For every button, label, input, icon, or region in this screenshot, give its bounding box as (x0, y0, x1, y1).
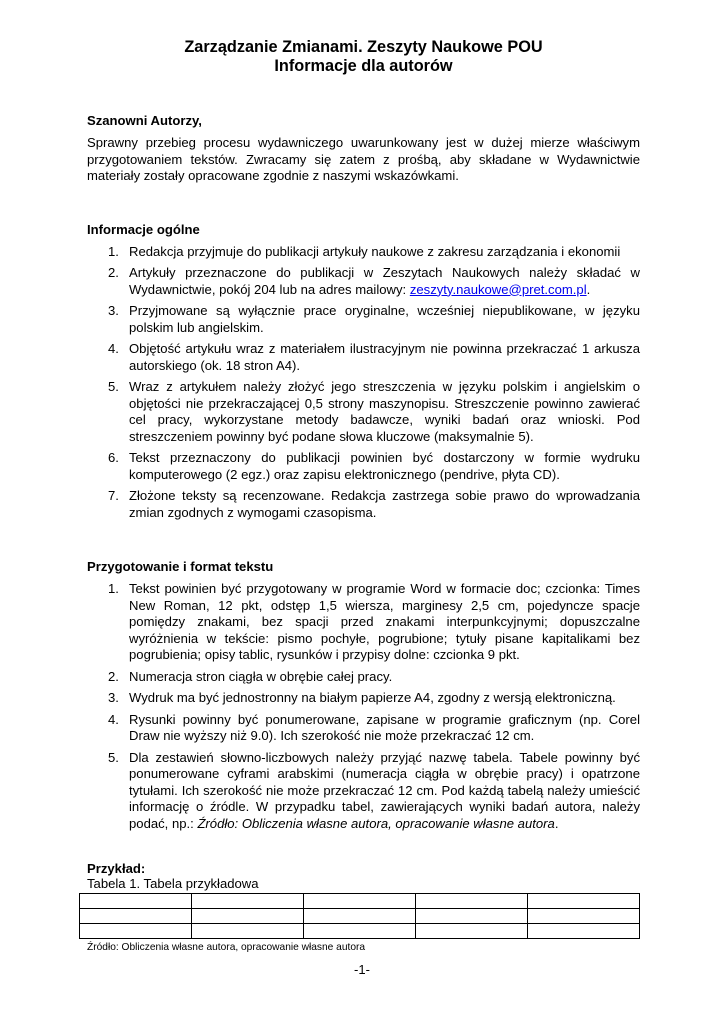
title-line-2: Informacje dla autorów (274, 57, 453, 75)
table-cell (416, 909, 528, 924)
intro-paragraph: Sprawny przebieg procesu wydawniczego uwarunkowany jest w dużej mierze właściwym przygotowaniem tekstów. Zwracamy się zatem z prośbą, aby składane w Wydawnictwie materiały zostały opracowane zgodnie z naszymi wskazówkami. (87, 135, 640, 183)
table-cell (416, 924, 528, 939)
item-number: 1. (108, 243, 119, 259)
table-cell (528, 894, 640, 909)
item-number: 5. (108, 379, 119, 394)
page-number: -1- (354, 962, 370, 977)
list-item (87, 341, 640, 374)
example-label: Przykład: (87, 861, 146, 876)
item-text: Objętość artykułu wraz z materiałem ilustracyjnym nie powinna przekraczać 1 arkusza autorskiego (ok. 18 stron A4). (129, 341, 640, 373)
list-item (87, 450, 640, 483)
example-table (79, 893, 640, 939)
table-cell (304, 924, 416, 939)
item-text-end: . (554, 815, 559, 831)
list-item (87, 712, 640, 745)
list-item (87, 581, 640, 664)
item-text: Złożone teksty są recenzowane. Redakcja zastrzega sobie prawo do wprowadzania zmian zgodnych z wymogami czasopisma. (129, 488, 640, 520)
list-item (87, 303, 640, 336)
item-number: 7. (108, 488, 119, 503)
item-text: Wydruk ma być jednostronny na białym papierze A4, zgodny z wersją elektroniczną. (129, 690, 616, 705)
table-cell (192, 894, 304, 909)
table-cell (304, 909, 416, 924)
table-row (80, 924, 640, 939)
table-cell (528, 924, 640, 939)
list-item (87, 244, 640, 261)
item-number: 1. (108, 581, 119, 596)
list-item (87, 265, 640, 298)
format-heading: Przygotowanie i format tekstu (87, 559, 274, 574)
item-number: 2. (108, 668, 119, 684)
list-item (87, 750, 640, 833)
title-line-1: Zarządzanie Zmianami. Zeszyty Naukowe POU (184, 38, 543, 56)
item-number: 2. (108, 265, 119, 280)
general-info-heading: Informacje ogólne (87, 221, 200, 237)
document-page (87, 38, 640, 954)
item-text: Tekst powinien być przygotowany w programie Word w formacie doc; czcionka: Times New Roman, 12 pkt, odstęp 1,5 wiersza, marginesy 2,5 cm, pojedyncze spacje pomiędzy znakami, bez spacji przed znakami interpunkcyjnymi; dopuszczalne wyróżnienia w tekście: pismo pochyłe, pogrubione; tytuły pisane kapitalikami bez pogrubienia; opisy tablic, rysunków i przypisy dolne: czcionka 9 pkt. (129, 581, 640, 662)
item-text: Tekst przeznaczony do publikacji powinien być dostarczony w formie wydruku komputerowego (2 egz.) oraz zapisu elektronicznego (pendrive, płyta CD). (129, 450, 640, 482)
item-text: Dla zestawień słowno-liczbowych należy przyjąć nazwę tabela. Tabele powinny być ponumerowane cyframi arabskimi (numeracja ciągła w obrębie pracy) i opatrzone tytułami. Ich szerokość nie może przekraczać 12 cm. Pod każdą tabelą należy umieścić informację o źródle. W przypadku tabel, zawierających wyniki badań autora, należy podać, np.: (129, 749, 640, 831)
table-cell (80, 924, 192, 939)
item-text: Artykuły przeznaczone do publikacji w Zeszytach Naukowych należy składać w Wydawnictwie, pokój 204 lub na adres mailowy: (129, 265, 640, 297)
format-list (87, 581, 640, 832)
table-source-note: Źródło: Obliczenia własne autora, opracowanie własne autora (87, 942, 366, 953)
table-cell (192, 909, 304, 924)
list-item (87, 669, 640, 686)
source-example: Źródło: Obliczenia własne autora, opracowanie własne autora (197, 815, 555, 831)
table-caption: Tabela 1. Tabela przykładowa (87, 876, 259, 891)
table-cell (304, 894, 416, 909)
item-text: Redakcja przyjmuje do publikacji artykuły naukowe z zakresu zarządzania i ekonomii (129, 243, 621, 259)
table-row (80, 909, 640, 924)
table-cell (528, 909, 640, 924)
item-number: 4. (108, 711, 119, 727)
item-text: Przyjmowane są wyłącznie prace oryginalne, wcześniej niepublikowane, w języku polskim lub angielskim. (129, 303, 640, 335)
item-number: 3. (108, 690, 119, 705)
general-info-list (87, 244, 640, 522)
page-title (87, 38, 640, 76)
greeting: Szanowni Autorzy, (87, 113, 202, 128)
item-number: 5. (108, 749, 119, 765)
item-text-end: . (586, 281, 591, 297)
list-item (87, 488, 640, 521)
item-text: Wraz z artykułem należy złożyć jego streszczenia w języku polskim i angielskim o objętości nie przekraczającej 0,5 strony maszynopisu. Streszczenie powinno zawierać cel pracy, wykorzystane metody badawcze, wyniki badań oraz wnioski. Pod streszczeniem powinny być podane słowa kluczowe (maksymalnie 5). (129, 379, 640, 444)
item-text: Numeracja stron ciągła w obrębie całej pracy. (129, 668, 393, 684)
item-number: 4. (108, 341, 119, 356)
table-row (80, 894, 640, 909)
table-cell (192, 924, 304, 939)
item-number: 6. (108, 450, 119, 465)
table-cell (80, 894, 192, 909)
email-link[interactable]: zeszyty.naukowe@pret.com.pl (409, 281, 587, 297)
item-text: Rysunki powinny być ponumerowane, zapisane w programie graficznym (np. Corel Draw nie wyższy niż 9.0). Ich szerokość nie może przekraczać 12 cm. (129, 711, 640, 743)
table-cell (416, 894, 528, 909)
list-item (87, 690, 640, 707)
table-cell (80, 909, 192, 924)
item-number: 3. (108, 303, 119, 318)
list-item (87, 379, 640, 445)
